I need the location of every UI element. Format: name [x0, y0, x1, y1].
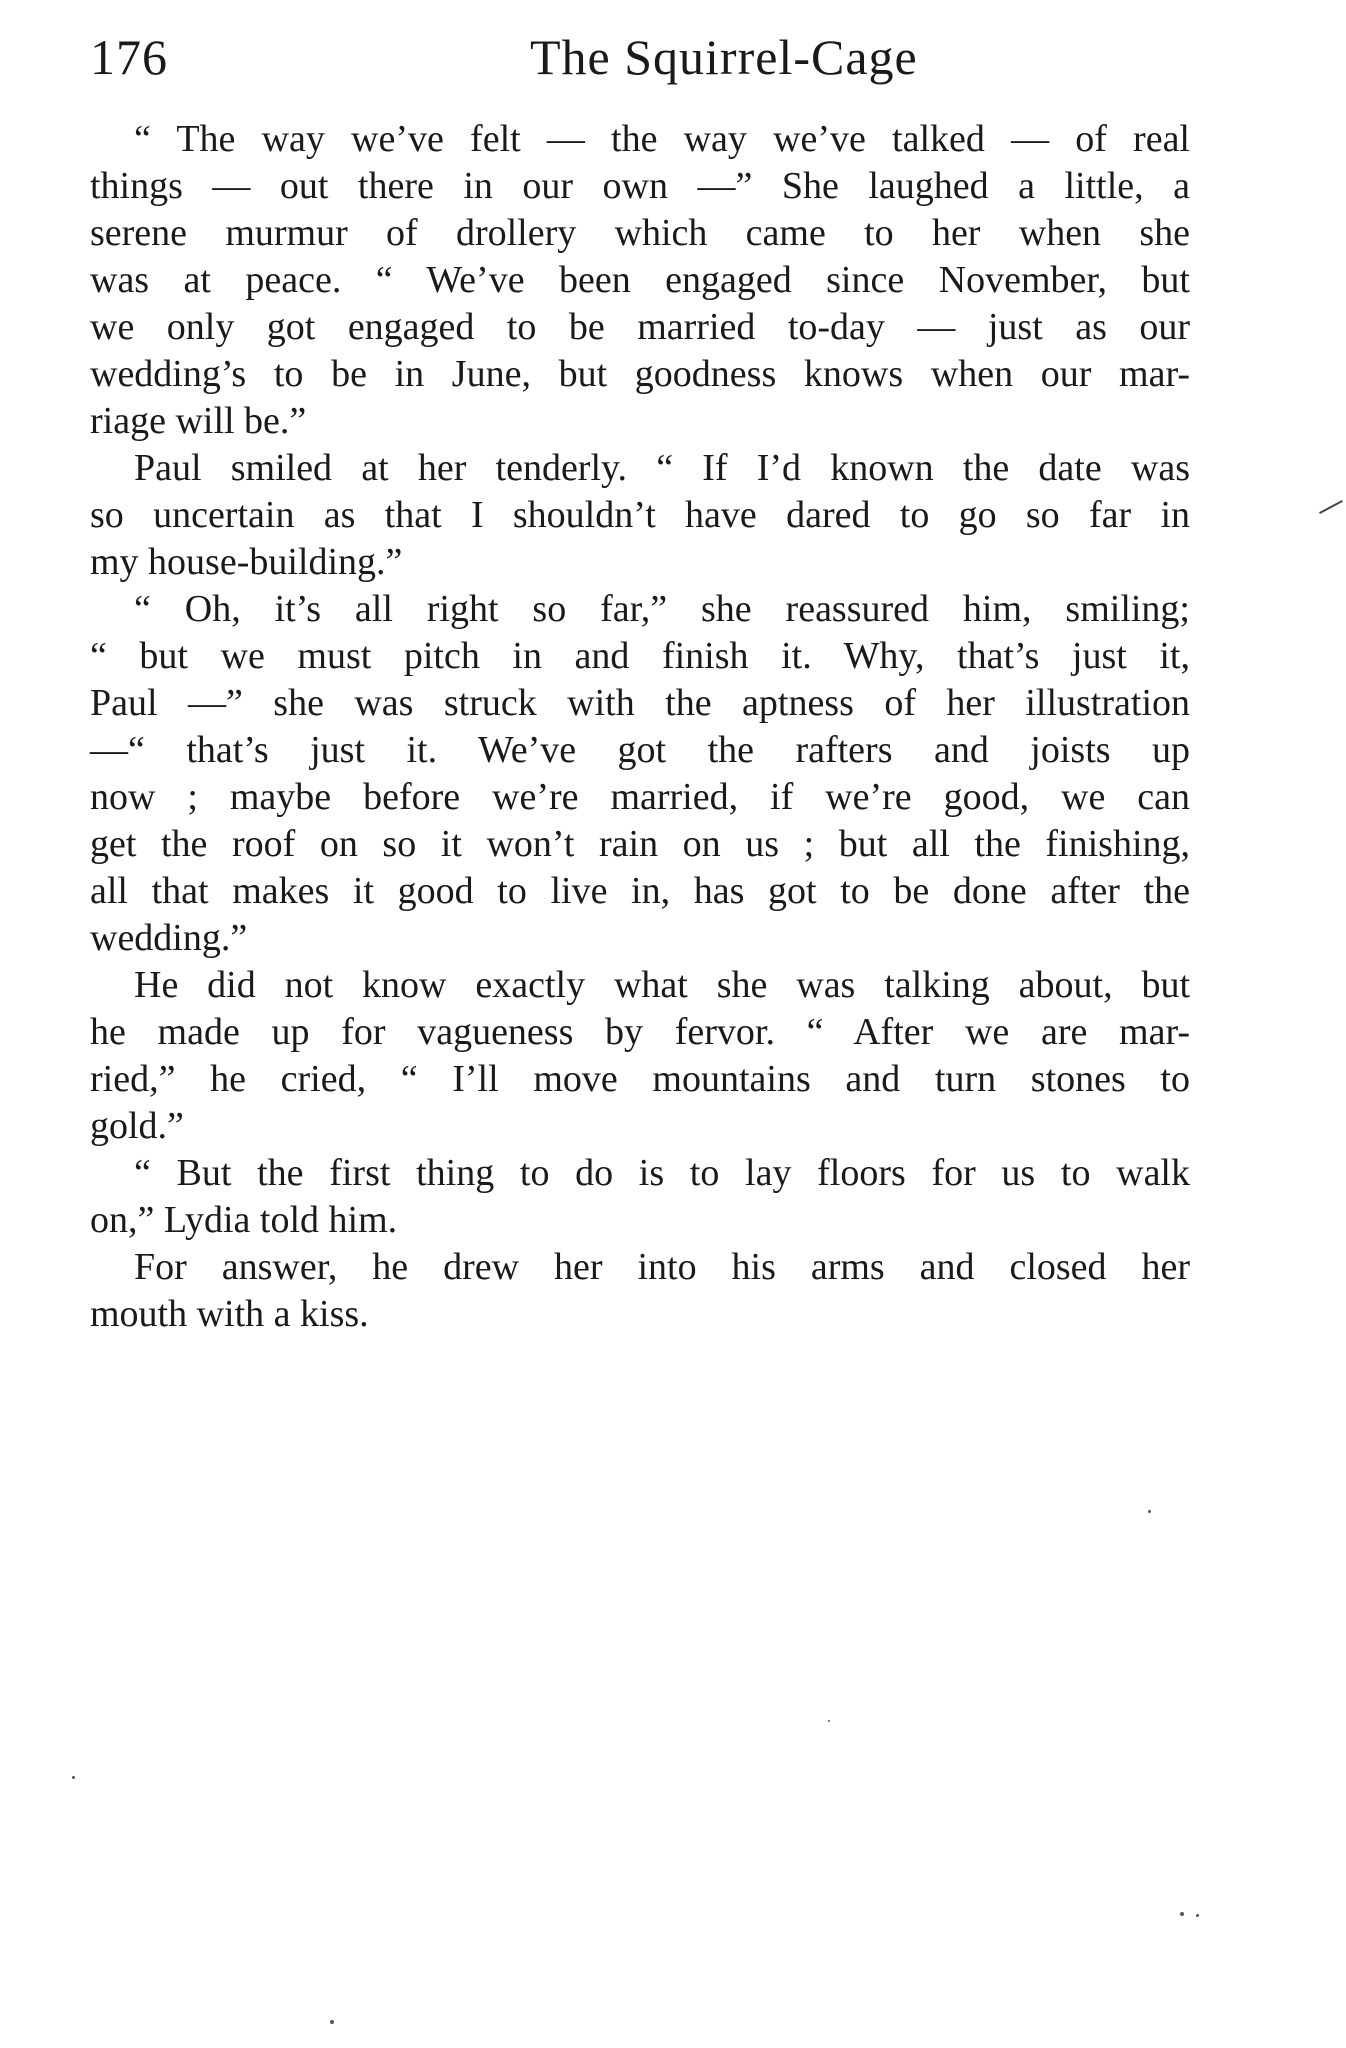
text-line: was at peace. “ We’ve been engaged since November, but: [90, 259, 1190, 301]
text-line: wedding’s to be in June, but goodness knows when our mar-: [90, 353, 1190, 395]
text-line: Paul smiled at her tenderly. “ If I’d known the date was: [134, 447, 1190, 489]
text-line: things — out there in our own —” She laughed a little, a: [90, 165, 1190, 207]
scan-speck: [1148, 1510, 1151, 1513]
text-line: ried,” he cried, “ I’ll move mountains and turn stones to: [90, 1058, 1190, 1100]
scan-speck: [72, 1776, 75, 1779]
page-number: 176: [90, 29, 168, 85]
text-line: we only got engaged to be married to-day — just as our: [90, 306, 1190, 348]
running-head: [90, 22, 1190, 92]
text-line: riage will be.”: [90, 400, 307, 442]
text-line: “ But the first thing to do is to lay floors for us to walk: [134, 1152, 1190, 1194]
paragraph-5: [90, 1150, 1190, 1244]
text-line: serene murmur of drollery which came to her when she: [90, 212, 1190, 254]
text-line: For answer, he drew her into his arms and closed her: [134, 1246, 1190, 1288]
text-line: so uncertain as that I shouldn’t have dared to go so far in: [90, 494, 1190, 536]
paragraph-3: [90, 586, 1190, 962]
paragraph-6: [90, 1244, 1190, 1338]
text-line: get the roof on so it won’t rain on us ; but all the finishing,: [90, 823, 1190, 865]
text-line: gold.”: [90, 1105, 184, 1147]
text-line: all that makes it good to live in, has got to be done after the: [90, 870, 1190, 912]
text-line: Paul —” she was struck with the aptness of her illustration: [90, 682, 1190, 724]
scan-speck: [1196, 1914, 1199, 1917]
scan-speck: [828, 1720, 830, 1722]
paragraph-2: [90, 445, 1190, 586]
paragraph-4: [90, 962, 1190, 1150]
text-line: He did not know exactly what she was talking about, but: [134, 964, 1190, 1006]
text-line: “ The way we’ve felt — the way we’ve talked — of real: [134, 118, 1190, 160]
scan-speck: [1180, 1912, 1184, 1916]
text-line: on,” Lydia told him.: [90, 1199, 398, 1241]
text-line: my house-building.”: [90, 541, 403, 583]
running-title: The Squirrel-Cage: [530, 29, 918, 85]
text-line: he made up for vagueness by fervor. “ After we are mar-: [90, 1011, 1190, 1053]
text-line: mouth with a kiss.: [90, 1293, 369, 1335]
body-text: [90, 116, 1190, 1338]
paragraph-1: [90, 116, 1190, 445]
text-line: wedding.”: [90, 917, 248, 959]
text-line: —“ that’s just it. We’ve got the rafters and joists up: [90, 729, 1190, 771]
text-line: “ but we must pitch in and finish it. Why, that’s just it,: [90, 635, 1190, 677]
scan-speck: [330, 2020, 334, 2024]
text-line: “ Oh, it’s all right so far,” she reassured him, smiling;: [134, 588, 1190, 630]
text-line: now ; maybe before we’re married, if we’re good, we can: [90, 776, 1190, 818]
margin-mark: [1319, 500, 1343, 514]
